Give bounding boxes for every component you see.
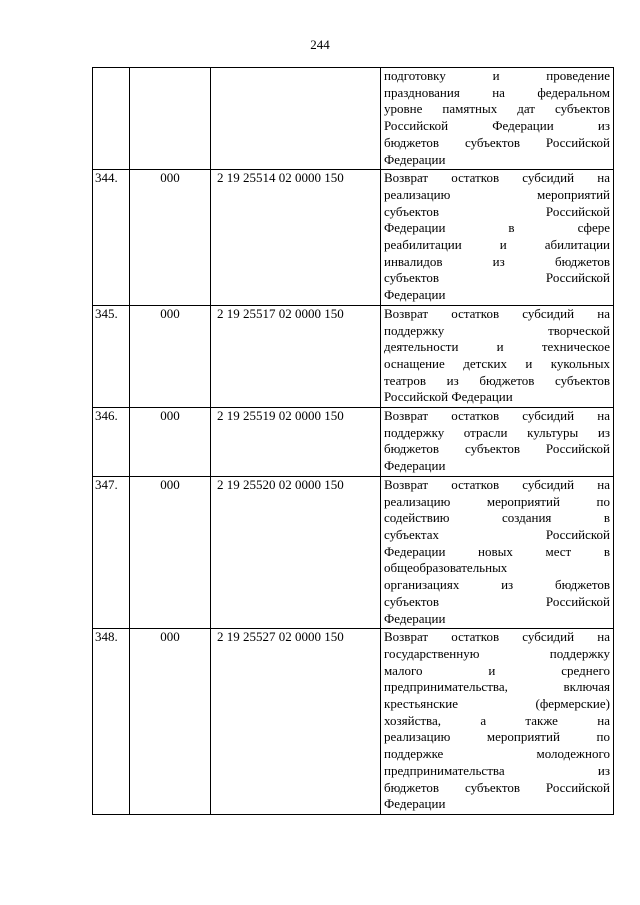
income-name-line: Федерации в сфере [384,220,610,236]
budget-code-cell: 2 19 25517 02 0000 150 [211,305,381,407]
income-name-line: Возврат остатков субсидий на [384,408,610,424]
income-name-line: предпринимательства, включая [384,679,610,695]
income-name-line: празднования на федеральном [384,84,610,100]
table-row [93,170,614,306]
table-body [93,68,614,815]
table-row [93,629,614,815]
row-number-cell [93,68,130,170]
income-name-line: реабилитации и абилитации [384,237,610,253]
income-name-line: Федерации [384,796,446,812]
income-name-line: хозяйства, а также на [384,712,610,728]
income-name-line: Возврат остатков субсидий на [384,629,610,645]
income-name-line: поддержку отрасли культуры из [384,424,610,440]
admin-code-cell [130,68,211,170]
income-name-line: Федерации новых мест в [384,543,610,559]
income-name-line: Возврат остатков субсидий на [384,305,610,321]
income-name-line: уровне памятных дат субъектов [384,101,610,117]
admin-code-cell: 000 [130,476,211,628]
table-row [93,408,614,477]
income-name-cell [381,476,614,628]
table-row [93,305,614,407]
budget-code-cell: 2 19 25527 02 0000 150 [211,629,381,815]
income-name-line: бюджетов субъектов Российской [384,441,610,457]
income-name-line: подготовку и проведение [384,68,610,83]
income-name-line: предпринимательства из [384,762,610,778]
admin-code-cell: 000 [130,629,211,815]
budget-code-cell: 2 19 25519 02 0000 150 [211,408,381,477]
income-name-line: Российской Федерации [384,389,513,405]
budget-code-cell: 2 19 25520 02 0000 150 [211,476,381,628]
income-name-line: субъектов Российской [384,593,610,609]
income-name-line: Российской Федерации из [384,118,610,134]
row-number-cell: 346. [93,408,130,477]
income-name-cell [381,629,614,815]
income-name-cell [381,408,614,477]
income-name-cell [381,305,614,407]
budget-code-cell: 2 19 25514 02 0000 150 [211,170,381,306]
income-name-line: деятельности и техническое [384,339,610,355]
income-name-line: содействию создания в [384,510,610,526]
income-name-line: реализацию мероприятий [384,186,610,202]
income-name-line: реализацию мероприятий по [384,729,610,745]
admin-code-cell: 000 [130,408,211,477]
income-name-line: поддержке молодежного [384,746,610,762]
income-name-line: малого и среднего [384,662,610,678]
income-name-line: бюджетов субъектов Российской [384,779,610,795]
income-name-line: субъектов Российской [384,270,610,286]
table-row [93,476,614,628]
income-name-cell [381,68,614,170]
page-number: 244 [310,37,330,52]
income-name-line: Возврат остатков субсидий на [384,170,610,186]
income-name-line: поддержку творческой [384,322,610,338]
table-row [93,68,614,170]
admin-code-cell: 000 [130,305,211,407]
income-name-line: реализацию мероприятий по [384,493,610,509]
income-name-line: Федерации [384,458,446,474]
budget-code-cell [211,68,381,170]
income-name-line: субъектов Российской [384,203,610,219]
income-name-cell [381,170,614,306]
budget-classification-table [92,67,614,815]
income-name-line: Федерации [384,610,446,626]
income-name-line: Возврат остатков субсидий на [384,476,610,492]
income-name-line: инвалидов из бюджетов [384,253,610,269]
row-number-cell: 347. [93,476,130,628]
income-name-line: театров из бюджетов субъектов [384,372,610,388]
income-name-line: государственную поддержку [384,645,610,661]
admin-code-cell: 000 [130,170,211,306]
income-name-line: общеобразовательных [384,560,508,576]
row-number-cell: 348. [93,629,130,815]
income-name-line: субъектах Российской [384,526,610,542]
income-name-line: бюджетов субъектов Российской [384,134,610,150]
row-number-cell: 345. [93,305,130,407]
income-name-line: организациях из бюджетов [384,577,610,593]
income-name-line: Федерации [384,151,446,167]
income-name-line: Федерации [384,287,446,303]
row-number-cell: 344. [93,170,130,306]
income-name-line: оснащение детских и кукольных [384,355,610,371]
income-name-line: крестьянские (фермерские) [384,696,610,712]
